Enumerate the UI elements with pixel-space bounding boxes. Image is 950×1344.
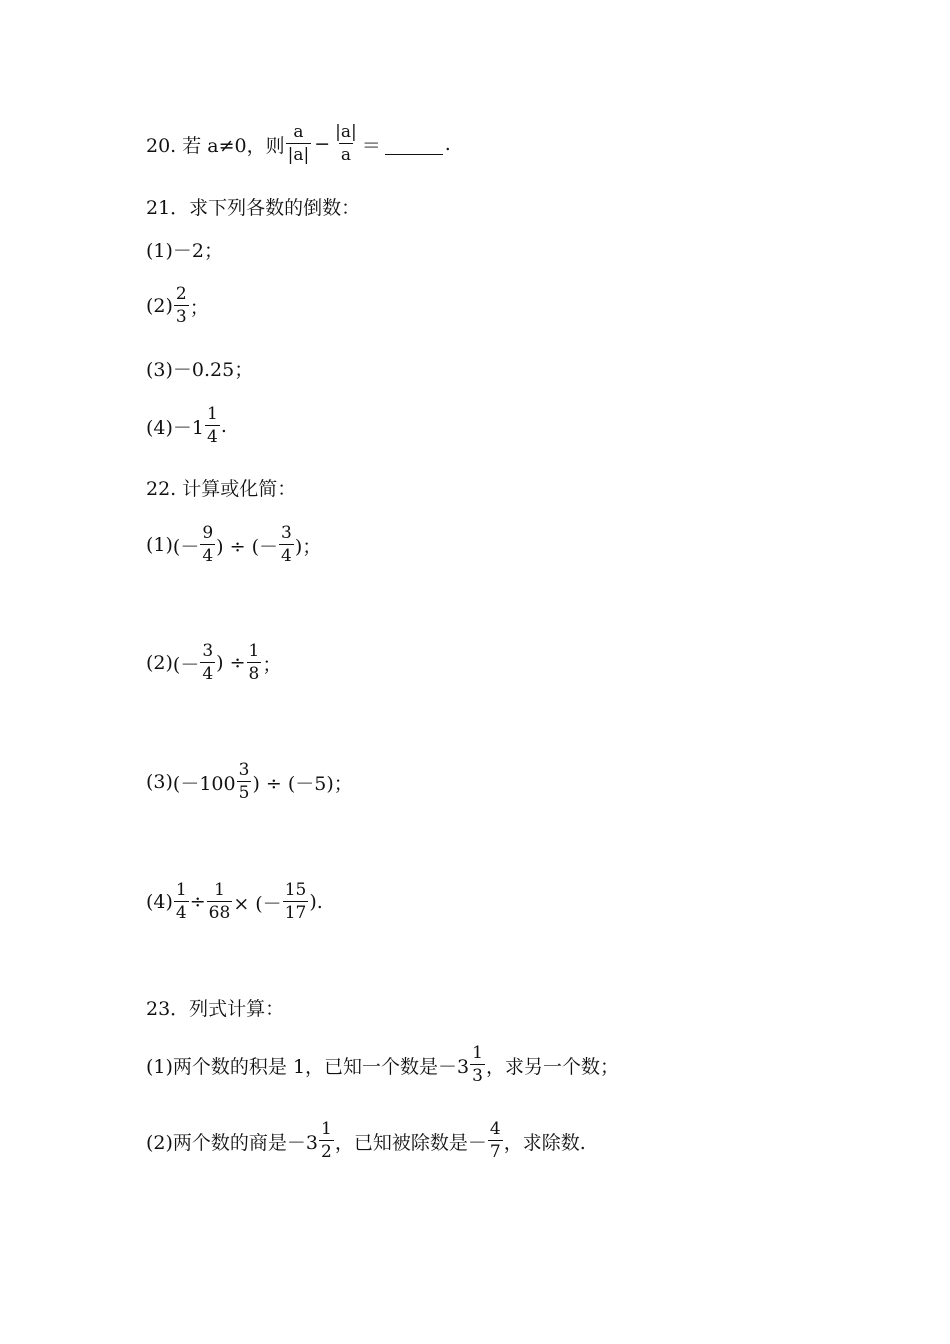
denominator: 4 xyxy=(281,546,292,566)
minus-sign: − xyxy=(314,133,331,155)
q22-title-text: 22. 计算或化简： xyxy=(146,477,297,500)
numerator: a xyxy=(293,122,304,142)
denominator: 3 xyxy=(175,307,187,327)
expr-part: ； xyxy=(262,653,282,676)
expr-part: ). xyxy=(309,891,323,913)
question-20 xyxy=(146,124,451,164)
item-end: ； xyxy=(189,296,209,319)
numerator: 1 xyxy=(175,880,187,900)
equals-sign: ＝ xyxy=(361,134,381,157)
fraction xyxy=(488,1121,503,1161)
numerator: 9 xyxy=(202,523,214,543)
fraction xyxy=(237,762,252,802)
expr-part: ) ÷ xyxy=(216,652,246,674)
q21-item-3-text: (3)－0.25； xyxy=(146,358,254,381)
fraction xyxy=(205,406,220,446)
expr-part: )； xyxy=(294,535,322,558)
numerator: 4 xyxy=(489,1119,501,1139)
denominator: 4 xyxy=(207,427,218,447)
q20-fraction-2 xyxy=(333,124,359,164)
numerator: 2 xyxy=(175,284,187,304)
question-23-title xyxy=(146,987,284,1027)
numerator: 1 xyxy=(472,1043,483,1063)
expr-part: × (－ xyxy=(233,892,282,915)
expr-part: (－ xyxy=(172,535,200,558)
fraction xyxy=(283,882,309,922)
denominator: 68 xyxy=(208,903,231,923)
fraction xyxy=(174,286,189,326)
q21-item-3 xyxy=(146,348,253,388)
fraction xyxy=(174,882,189,922)
numerator: 1 xyxy=(248,641,260,661)
denominator: 3 xyxy=(472,1066,483,1086)
denominator: 17 xyxy=(284,903,307,923)
expr-part: (－ xyxy=(172,653,200,676)
denominator: 4 xyxy=(202,546,214,566)
numerator: 1 xyxy=(214,880,225,900)
numerator: 3 xyxy=(202,641,214,661)
question-22-title xyxy=(146,467,296,507)
q21-title-text: 21．求下列各数的倒数： xyxy=(146,196,361,219)
q23-item-2 xyxy=(146,1121,586,1161)
denominator: a xyxy=(340,145,352,165)
item-label: (1) xyxy=(146,534,173,556)
q22-item-1 xyxy=(146,525,321,565)
question-21-title xyxy=(146,186,360,226)
denominator: 2 xyxy=(321,1142,332,1162)
q21-item-1 xyxy=(146,229,223,269)
numerator: 15 xyxy=(284,880,307,900)
item-label: (2) xyxy=(146,652,173,674)
denominator: |a| xyxy=(287,145,310,165)
numerator: |a| xyxy=(335,122,357,142)
numerator: 3 xyxy=(238,760,250,780)
q22-item-4 xyxy=(146,882,323,922)
numerator: 1 xyxy=(321,1119,332,1139)
expr-part: ) ÷ (－ xyxy=(216,535,278,558)
division-sign: ÷ xyxy=(189,891,206,913)
item-label: (3) xyxy=(146,771,173,793)
item-text: (2)两个数的商是－3 xyxy=(146,1131,319,1154)
denominator: 5 xyxy=(238,783,250,803)
q20-end: . xyxy=(444,133,451,155)
fraction xyxy=(279,525,294,565)
numerator: 1 xyxy=(207,404,218,424)
q20-prefix: 20. 若 a≠0，则 xyxy=(146,134,285,157)
denominator: 8 xyxy=(248,664,260,684)
q22-item-2 xyxy=(146,643,281,683)
q21-item-4 xyxy=(146,406,227,446)
item-end: ，求另一个数； xyxy=(485,1055,619,1078)
item-text: (1)两个数的积是 1，已知一个数是－3 xyxy=(146,1055,470,1078)
numerator: 3 xyxy=(281,523,292,543)
fraction xyxy=(319,1121,334,1161)
item-end: ，求除数. xyxy=(503,1131,586,1154)
q20-fraction-1 xyxy=(286,124,312,164)
q22-item-3 xyxy=(146,762,353,802)
item-label: (4) xyxy=(146,891,173,913)
denominator: 4 xyxy=(175,903,187,923)
answer-blank xyxy=(385,134,443,155)
denominator: 7 xyxy=(489,1142,501,1162)
q23-title-text: 23．列式计算： xyxy=(146,997,285,1020)
item-label: (4)－1 xyxy=(146,416,205,439)
fraction xyxy=(200,525,215,565)
item-end: . xyxy=(220,415,227,437)
item-label: (2) xyxy=(146,295,173,317)
item-mid: ，已知被除数是－ xyxy=(334,1131,487,1154)
fraction xyxy=(247,643,262,683)
expr-part: (－100 xyxy=(172,772,236,795)
fraction xyxy=(200,643,215,683)
fraction xyxy=(470,1045,485,1085)
q21-item-1-text: (1)－2； xyxy=(146,239,224,262)
expr-part: ) ÷ (－5)； xyxy=(252,772,353,795)
fraction xyxy=(207,882,233,922)
q23-item-1 xyxy=(146,1045,619,1085)
denominator: 4 xyxy=(202,664,214,684)
q21-item-2 xyxy=(146,286,209,326)
